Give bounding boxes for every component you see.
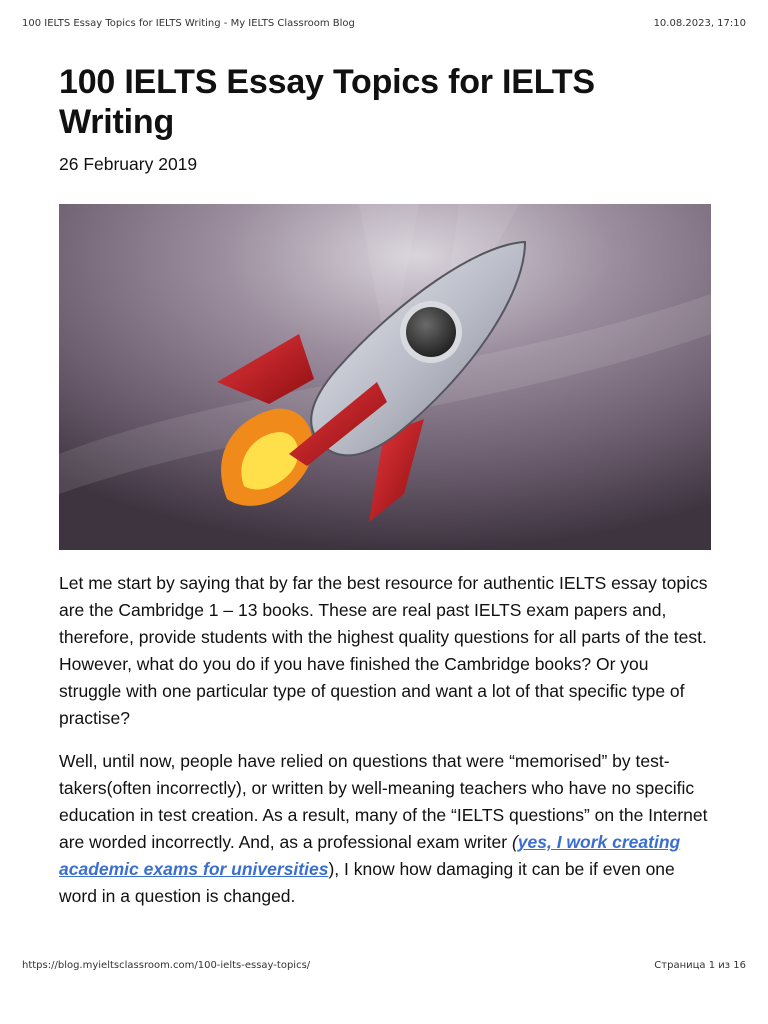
print-footer (22, 960, 746, 976)
paragraph-2-text-after-link: , I know how damaging it can be if even one word in a question is changed. (59, 859, 675, 906)
article-paragraph-1: Let me start by saying that by far the best resource for authentic IELTS essay topics are the Cambridge 1 – 13 books. These are real past IELTS exam papers and, therefore, provide students with the highest quality questions for all parts of the test. However, what do you do if you have finished the Cambridge books? Or you struggle with one particular type of question and want a lot of that specific type of practise? (59, 573, 708, 728)
rocket-window (406, 307, 456, 357)
article-title: 100 IELTS Essay Topics for IELTS Writing (59, 63, 595, 141)
article-date: 26 February 2019 (59, 154, 198, 174)
hero-image-rocket (59, 204, 711, 550)
print-footer-url: https://blog.myieltsclassroom.com/100-ielts-essay-topics/ (22, 960, 311, 971)
article (59, 62, 711, 910)
paragraph-2-open-paren: ( (511, 832, 518, 852)
print-header-page-title: 100 IELTS Essay Topics for IELTS Writing - My IELTS Classroom Blog (22, 18, 355, 29)
print-footer-page-counter: Страница 1 из 16 (654, 960, 746, 971)
universities-exams-link[interactable]: yes, I work creating academic exams for universities (59, 832, 681, 879)
print-header (22, 18, 746, 34)
rocket-illustration (59, 204, 711, 550)
article-paragraph-2 (59, 748, 711, 910)
print-header-datetime: 10.08.2023, 17:10 (653, 18, 746, 29)
paragraph-2-text-before-link: Well, until now, people have relied on questions that were “memorised” by test-takers(often incorrectly), or written by well-meaning teachers who have no specific education in test creation. As a result, many of the “IELTS questions” on the Internet are worded incorrectly. And, as a professional exam writer (59, 751, 708, 852)
paragraph-2-close-paren: ) (328, 859, 335, 879)
